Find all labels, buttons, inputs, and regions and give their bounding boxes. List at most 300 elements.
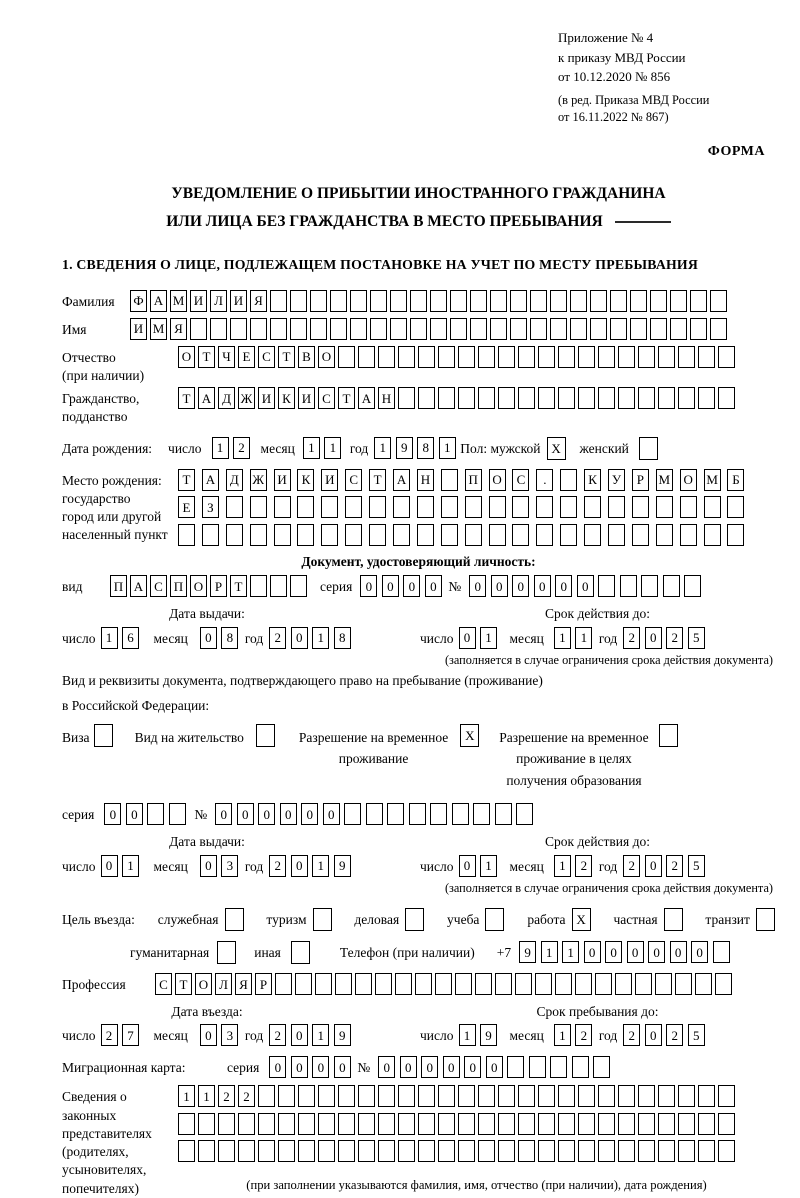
char-box[interactable] bbox=[435, 973, 452, 995]
char-box[interactable] bbox=[578, 1140, 595, 1162]
char-box[interactable] bbox=[478, 1140, 495, 1162]
char-box[interactable] bbox=[698, 1113, 715, 1135]
char-box[interactable] bbox=[218, 1140, 235, 1162]
char-box[interactable]: 0 bbox=[200, 855, 217, 877]
char-box[interactable] bbox=[678, 387, 695, 409]
char-box[interactable] bbox=[297, 524, 314, 546]
char-box[interactable] bbox=[555, 973, 572, 995]
char-box[interactable] bbox=[375, 973, 392, 995]
char-box[interactable]: 0 bbox=[258, 803, 275, 825]
char-box[interactable] bbox=[370, 318, 387, 340]
char-box[interactable] bbox=[690, 318, 707, 340]
char-box[interactable]: 0 bbox=[491, 575, 508, 597]
char-box[interactable] bbox=[507, 1056, 524, 1078]
char-box[interactable] bbox=[663, 575, 680, 597]
char-box[interactable]: В bbox=[298, 346, 315, 368]
char-box[interactable] bbox=[345, 496, 362, 518]
char-box[interactable]: Ж bbox=[250, 469, 267, 491]
char-box[interactable] bbox=[710, 318, 727, 340]
char-box[interactable] bbox=[593, 1056, 610, 1078]
char-box[interactable]: Н bbox=[417, 469, 434, 491]
char-box[interactable] bbox=[169, 803, 186, 825]
char-box[interactable] bbox=[641, 575, 658, 597]
char-box[interactable]: 5 bbox=[688, 627, 705, 649]
char-box[interactable] bbox=[498, 387, 515, 409]
char-box[interactable] bbox=[250, 575, 267, 597]
char-box[interactable] bbox=[575, 973, 592, 995]
char-box[interactable] bbox=[536, 496, 553, 518]
char-box[interactable]: А bbox=[150, 290, 167, 312]
char-box[interactable] bbox=[578, 1113, 595, 1135]
char-box[interactable] bbox=[278, 1140, 295, 1162]
char-box[interactable] bbox=[529, 1056, 546, 1078]
char-box[interactable] bbox=[198, 1140, 215, 1162]
char-box[interactable]: Б bbox=[727, 469, 744, 491]
char-box[interactable]: 0 bbox=[301, 803, 318, 825]
char-box[interactable]: 0 bbox=[291, 855, 308, 877]
char-box[interactable] bbox=[390, 290, 407, 312]
char-box[interactable] bbox=[310, 290, 327, 312]
char-box[interactable]: Я bbox=[235, 973, 252, 995]
char-box[interactable] bbox=[598, 346, 615, 368]
char-box[interactable] bbox=[550, 1056, 567, 1078]
char-box[interactable] bbox=[258, 1085, 275, 1107]
char-box[interactable] bbox=[250, 318, 267, 340]
char-box[interactable] bbox=[538, 346, 555, 368]
char-box[interactable] bbox=[178, 1113, 195, 1135]
char-box[interactable] bbox=[715, 973, 732, 995]
char-box[interactable] bbox=[450, 290, 467, 312]
char-box[interactable] bbox=[405, 908, 424, 931]
char-box[interactable] bbox=[418, 387, 435, 409]
char-box[interactable]: 2 bbox=[666, 1024, 683, 1046]
char-box[interactable]: 1 bbox=[212, 437, 229, 459]
char-box[interactable]: С bbox=[155, 973, 172, 995]
char-box[interactable] bbox=[518, 1113, 535, 1135]
char-box[interactable] bbox=[618, 1140, 635, 1162]
char-box[interactable] bbox=[560, 469, 577, 491]
char-box[interactable] bbox=[655, 973, 672, 995]
char-box[interactable] bbox=[680, 496, 697, 518]
char-box[interactable] bbox=[398, 387, 415, 409]
char-box[interactable] bbox=[298, 1113, 315, 1135]
char-box[interactable]: Я bbox=[250, 290, 267, 312]
char-box[interactable] bbox=[618, 346, 635, 368]
char-box[interactable]: З bbox=[202, 496, 219, 518]
char-box[interactable] bbox=[310, 318, 327, 340]
char-box[interactable]: 9 bbox=[480, 1024, 497, 1046]
char-box[interactable] bbox=[225, 908, 244, 931]
char-box[interactable] bbox=[295, 973, 312, 995]
char-box[interactable] bbox=[518, 1140, 535, 1162]
char-box[interactable] bbox=[638, 346, 655, 368]
char-box[interactable]: 0 bbox=[459, 627, 476, 649]
char-box[interactable]: 0 bbox=[215, 803, 232, 825]
char-box[interactable] bbox=[598, 575, 615, 597]
char-box[interactable] bbox=[656, 496, 673, 518]
char-box[interactable]: 0 bbox=[101, 855, 118, 877]
char-box[interactable]: 0 bbox=[104, 803, 121, 825]
char-box[interactable] bbox=[490, 318, 507, 340]
char-box[interactable] bbox=[756, 908, 775, 931]
char-box[interactable] bbox=[378, 1113, 395, 1135]
char-box[interactable] bbox=[598, 1140, 615, 1162]
char-box[interactable]: 0 bbox=[400, 1056, 417, 1078]
char-box[interactable] bbox=[147, 803, 164, 825]
char-box[interactable]: 0 bbox=[584, 941, 601, 963]
char-box[interactable] bbox=[250, 496, 267, 518]
char-box[interactable]: 0 bbox=[421, 1056, 438, 1078]
char-box[interactable] bbox=[638, 1085, 655, 1107]
char-box[interactable]: И bbox=[274, 469, 291, 491]
char-box[interactable] bbox=[510, 318, 527, 340]
char-box[interactable]: 1 bbox=[303, 437, 320, 459]
char-box[interactable]: 1 bbox=[459, 1024, 476, 1046]
char-box[interactable] bbox=[418, 1140, 435, 1162]
char-box[interactable] bbox=[598, 1085, 615, 1107]
char-box[interactable]: И bbox=[321, 469, 338, 491]
char-box[interactable] bbox=[441, 469, 458, 491]
char-box[interactable]: Т bbox=[338, 387, 355, 409]
char-box[interactable]: 0 bbox=[670, 941, 687, 963]
char-box[interactable] bbox=[680, 524, 697, 546]
char-box[interactable] bbox=[198, 1113, 215, 1135]
char-box[interactable] bbox=[178, 1140, 195, 1162]
char-box[interactable] bbox=[465, 524, 482, 546]
char-box[interactable]: 8 bbox=[221, 627, 238, 649]
char-box[interactable]: 2 bbox=[218, 1085, 235, 1107]
char-box[interactable] bbox=[297, 496, 314, 518]
char-box[interactable] bbox=[438, 1113, 455, 1135]
char-box[interactable]: 9 bbox=[519, 941, 536, 963]
char-box[interactable] bbox=[278, 1085, 295, 1107]
char-box[interactable] bbox=[458, 1085, 475, 1107]
char-box[interactable] bbox=[518, 387, 535, 409]
char-box[interactable]: Е bbox=[178, 496, 195, 518]
char-box[interactable] bbox=[695, 973, 712, 995]
char-box[interactable] bbox=[393, 496, 410, 518]
char-box[interactable]: 1 bbox=[101, 627, 118, 649]
char-box[interactable] bbox=[475, 973, 492, 995]
char-box[interactable] bbox=[430, 290, 447, 312]
char-box[interactable] bbox=[632, 496, 649, 518]
char-box[interactable] bbox=[658, 1085, 675, 1107]
char-box[interactable]: 2 bbox=[269, 855, 286, 877]
char-box[interactable]: 2 bbox=[575, 855, 592, 877]
char-box[interactable] bbox=[410, 290, 427, 312]
char-box[interactable]: Д bbox=[226, 469, 243, 491]
char-box[interactable] bbox=[510, 290, 527, 312]
char-box[interactable] bbox=[358, 1085, 375, 1107]
char-box[interactable]: К bbox=[278, 387, 295, 409]
char-box[interactable] bbox=[538, 1085, 555, 1107]
char-box[interactable]: 1 bbox=[198, 1085, 215, 1107]
char-box[interactable]: И bbox=[130, 318, 147, 340]
char-box[interactable]: 2 bbox=[238, 1085, 255, 1107]
char-box[interactable]: 0 bbox=[555, 575, 572, 597]
char-box[interactable] bbox=[485, 908, 504, 931]
char-box[interactable] bbox=[618, 1113, 635, 1135]
char-box[interactable] bbox=[727, 524, 744, 546]
char-box[interactable]: И bbox=[258, 387, 275, 409]
char-box[interactable]: 2 bbox=[269, 1024, 286, 1046]
char-box[interactable]: У bbox=[608, 469, 625, 491]
char-box[interactable] bbox=[659, 724, 678, 747]
char-box[interactable]: 0 bbox=[291, 1056, 308, 1078]
char-box[interactable]: Т bbox=[178, 387, 195, 409]
char-box[interactable] bbox=[658, 1113, 675, 1135]
char-box[interactable] bbox=[258, 1140, 275, 1162]
char-box[interactable] bbox=[718, 1085, 735, 1107]
char-box[interactable]: И bbox=[230, 290, 247, 312]
char-box[interactable]: 0 bbox=[512, 575, 529, 597]
char-box[interactable] bbox=[498, 1140, 515, 1162]
char-box[interactable] bbox=[318, 1113, 335, 1135]
char-box[interactable]: 5 bbox=[688, 855, 705, 877]
char-box[interactable]: 1 bbox=[374, 437, 391, 459]
char-box[interactable] bbox=[530, 318, 547, 340]
char-box[interactable]: П bbox=[465, 469, 482, 491]
char-box[interactable] bbox=[330, 290, 347, 312]
char-box[interactable]: Т bbox=[175, 973, 192, 995]
char-box[interactable]: Д bbox=[218, 387, 235, 409]
char-box[interactable] bbox=[572, 1056, 589, 1078]
char-box[interactable] bbox=[512, 524, 529, 546]
char-box[interactable]: 1 bbox=[312, 1024, 329, 1046]
char-box[interactable] bbox=[344, 803, 361, 825]
char-box[interactable] bbox=[495, 973, 512, 995]
char-box[interactable]: Н bbox=[378, 387, 395, 409]
char-box[interactable] bbox=[538, 387, 555, 409]
char-box[interactable]: 0 bbox=[360, 575, 377, 597]
char-box[interactable] bbox=[650, 290, 667, 312]
char-box[interactable]: 0 bbox=[269, 1056, 286, 1078]
char-box[interactable] bbox=[558, 1140, 575, 1162]
char-box[interactable] bbox=[515, 973, 532, 995]
char-box[interactable]: 2 bbox=[623, 627, 640, 649]
char-box[interactable] bbox=[639, 437, 658, 460]
char-box[interactable] bbox=[718, 1113, 735, 1135]
char-box[interactable] bbox=[418, 346, 435, 368]
char-box[interactable] bbox=[658, 387, 675, 409]
char-box[interactable] bbox=[620, 575, 637, 597]
char-box[interactable] bbox=[670, 318, 687, 340]
char-box[interactable] bbox=[478, 1113, 495, 1135]
char-box[interactable] bbox=[690, 290, 707, 312]
char-box[interactable] bbox=[713, 941, 730, 963]
char-box[interactable]: 0 bbox=[648, 941, 665, 963]
char-box[interactable]: 0 bbox=[323, 803, 340, 825]
char-box[interactable] bbox=[618, 387, 635, 409]
char-box[interactable] bbox=[473, 803, 490, 825]
char-box[interactable] bbox=[202, 524, 219, 546]
char-box[interactable]: 0 bbox=[334, 1056, 351, 1078]
char-box[interactable] bbox=[698, 1085, 715, 1107]
char-box[interactable] bbox=[678, 1140, 695, 1162]
char-box[interactable] bbox=[298, 1140, 315, 1162]
char-box[interactable] bbox=[558, 1085, 575, 1107]
char-box[interactable] bbox=[498, 1113, 515, 1135]
char-box[interactable]: К bbox=[297, 469, 314, 491]
char-box[interactable] bbox=[590, 290, 607, 312]
char-box[interactable] bbox=[270, 318, 287, 340]
char-box[interactable] bbox=[704, 524, 721, 546]
char-box[interactable] bbox=[452, 803, 469, 825]
char-box[interactable] bbox=[438, 346, 455, 368]
char-box[interactable] bbox=[618, 1085, 635, 1107]
char-box[interactable] bbox=[398, 1140, 415, 1162]
char-box[interactable] bbox=[698, 1140, 715, 1162]
char-box[interactable] bbox=[275, 973, 292, 995]
char-box[interactable] bbox=[598, 387, 615, 409]
char-box[interactable] bbox=[290, 318, 307, 340]
char-box[interactable] bbox=[610, 290, 627, 312]
char-box[interactable]: 0 bbox=[534, 575, 551, 597]
char-box[interactable] bbox=[638, 1140, 655, 1162]
char-box[interactable] bbox=[430, 803, 447, 825]
char-box[interactable]: О bbox=[318, 346, 335, 368]
char-box[interactable] bbox=[538, 1140, 555, 1162]
char-box[interactable] bbox=[450, 318, 467, 340]
char-box[interactable] bbox=[610, 318, 627, 340]
char-box[interactable] bbox=[238, 1113, 255, 1135]
char-box[interactable] bbox=[358, 1140, 375, 1162]
char-box[interactable]: Ч bbox=[218, 346, 235, 368]
char-box[interactable]: 2 bbox=[233, 437, 250, 459]
char-box[interactable] bbox=[438, 1085, 455, 1107]
char-box[interactable]: М bbox=[656, 469, 673, 491]
char-box[interactable] bbox=[370, 290, 387, 312]
char-box[interactable] bbox=[369, 524, 386, 546]
char-box[interactable]: С bbox=[512, 469, 529, 491]
char-box[interactable]: Т bbox=[230, 575, 247, 597]
char-box[interactable]: 1 bbox=[554, 855, 571, 877]
char-box[interactable] bbox=[430, 318, 447, 340]
char-box[interactable]: О bbox=[680, 469, 697, 491]
char-box[interactable] bbox=[378, 1085, 395, 1107]
char-box[interactable]: 0 bbox=[382, 575, 399, 597]
char-box[interactable] bbox=[291, 941, 310, 964]
char-box[interactable] bbox=[274, 496, 291, 518]
char-box[interactable] bbox=[584, 524, 601, 546]
char-box[interactable] bbox=[478, 1085, 495, 1107]
char-box[interactable] bbox=[558, 387, 575, 409]
char-box[interactable] bbox=[438, 387, 455, 409]
char-box[interactable]: 0 bbox=[200, 1024, 217, 1046]
char-box[interactable] bbox=[270, 575, 287, 597]
char-box[interactable] bbox=[516, 803, 533, 825]
char-box[interactable] bbox=[318, 1085, 335, 1107]
char-box[interactable]: 3 bbox=[221, 855, 238, 877]
char-box[interactable]: 0 bbox=[425, 575, 442, 597]
char-box[interactable] bbox=[615, 973, 632, 995]
char-box[interactable] bbox=[678, 346, 695, 368]
char-box[interactable]: А bbox=[393, 469, 410, 491]
char-box[interactable]: А bbox=[202, 469, 219, 491]
char-box[interactable]: Т bbox=[198, 346, 215, 368]
char-box[interactable]: 0 bbox=[645, 855, 662, 877]
char-box[interactable]: Р bbox=[255, 973, 272, 995]
char-box[interactable] bbox=[558, 346, 575, 368]
char-box[interactable] bbox=[338, 346, 355, 368]
char-box[interactable]: 5 bbox=[688, 1024, 705, 1046]
char-box[interactable] bbox=[358, 1113, 375, 1135]
char-box[interactable]: 1 bbox=[178, 1085, 195, 1107]
char-box[interactable] bbox=[630, 290, 647, 312]
char-box[interactable]: А bbox=[130, 575, 147, 597]
char-box[interactable]: 2 bbox=[575, 1024, 592, 1046]
char-box[interactable]: 0 bbox=[691, 941, 708, 963]
char-box[interactable] bbox=[632, 524, 649, 546]
char-box[interactable] bbox=[498, 1085, 515, 1107]
char-box[interactable] bbox=[458, 346, 475, 368]
char-box[interactable] bbox=[650, 318, 667, 340]
char-box[interactable]: 0 bbox=[645, 1024, 662, 1046]
char-box[interactable]: 0 bbox=[469, 575, 486, 597]
char-box[interactable] bbox=[675, 973, 692, 995]
char-box[interactable]: 0 bbox=[577, 575, 594, 597]
char-box[interactable] bbox=[230, 318, 247, 340]
char-box[interactable] bbox=[512, 496, 529, 518]
char-box[interactable]: 9 bbox=[396, 437, 413, 459]
char-box[interactable]: 0 bbox=[237, 803, 254, 825]
char-box[interactable]: 2 bbox=[101, 1024, 118, 1046]
char-box[interactable]: 1 bbox=[575, 627, 592, 649]
char-box[interactable] bbox=[369, 496, 386, 518]
char-box[interactable] bbox=[250, 524, 267, 546]
char-box[interactable] bbox=[387, 803, 404, 825]
char-box[interactable] bbox=[274, 524, 291, 546]
char-box[interactable]: 6 bbox=[122, 627, 139, 649]
char-box[interactable]: С bbox=[345, 469, 362, 491]
char-box[interactable]: 0 bbox=[200, 627, 217, 649]
char-box[interactable]: Т bbox=[178, 469, 195, 491]
char-box[interactable] bbox=[190, 318, 207, 340]
char-box[interactable] bbox=[478, 387, 495, 409]
char-box[interactable] bbox=[418, 1085, 435, 1107]
char-box[interactable] bbox=[398, 1113, 415, 1135]
char-box[interactable] bbox=[350, 290, 367, 312]
char-box[interactable] bbox=[345, 524, 362, 546]
char-box[interactable]: С bbox=[258, 346, 275, 368]
char-box[interactable] bbox=[210, 318, 227, 340]
char-box[interactable]: 2 bbox=[269, 627, 286, 649]
char-box[interactable]: С bbox=[150, 575, 167, 597]
char-box[interactable]: 0 bbox=[403, 575, 420, 597]
char-box[interactable]: 0 bbox=[605, 941, 622, 963]
char-box[interactable]: 0 bbox=[459, 855, 476, 877]
char-box[interactable] bbox=[338, 1085, 355, 1107]
char-box[interactable] bbox=[578, 1085, 595, 1107]
char-box[interactable]: 3 bbox=[221, 1024, 238, 1046]
char-box[interactable]: А bbox=[358, 387, 375, 409]
char-box[interactable]: 1 bbox=[480, 855, 497, 877]
char-box[interactable] bbox=[378, 1140, 395, 1162]
char-box[interactable] bbox=[470, 290, 487, 312]
char-box[interactable] bbox=[298, 1085, 315, 1107]
char-box[interactable] bbox=[417, 524, 434, 546]
char-box[interactable] bbox=[560, 496, 577, 518]
char-box[interactable] bbox=[410, 318, 427, 340]
char-box[interactable] bbox=[438, 1140, 455, 1162]
char-box[interactable] bbox=[178, 524, 195, 546]
char-box[interactable]: 0 bbox=[291, 627, 308, 649]
char-box[interactable] bbox=[678, 1113, 695, 1135]
char-box[interactable] bbox=[560, 524, 577, 546]
char-box[interactable] bbox=[595, 973, 612, 995]
char-box[interactable] bbox=[658, 1140, 675, 1162]
char-box[interactable]: 0 bbox=[443, 1056, 460, 1078]
